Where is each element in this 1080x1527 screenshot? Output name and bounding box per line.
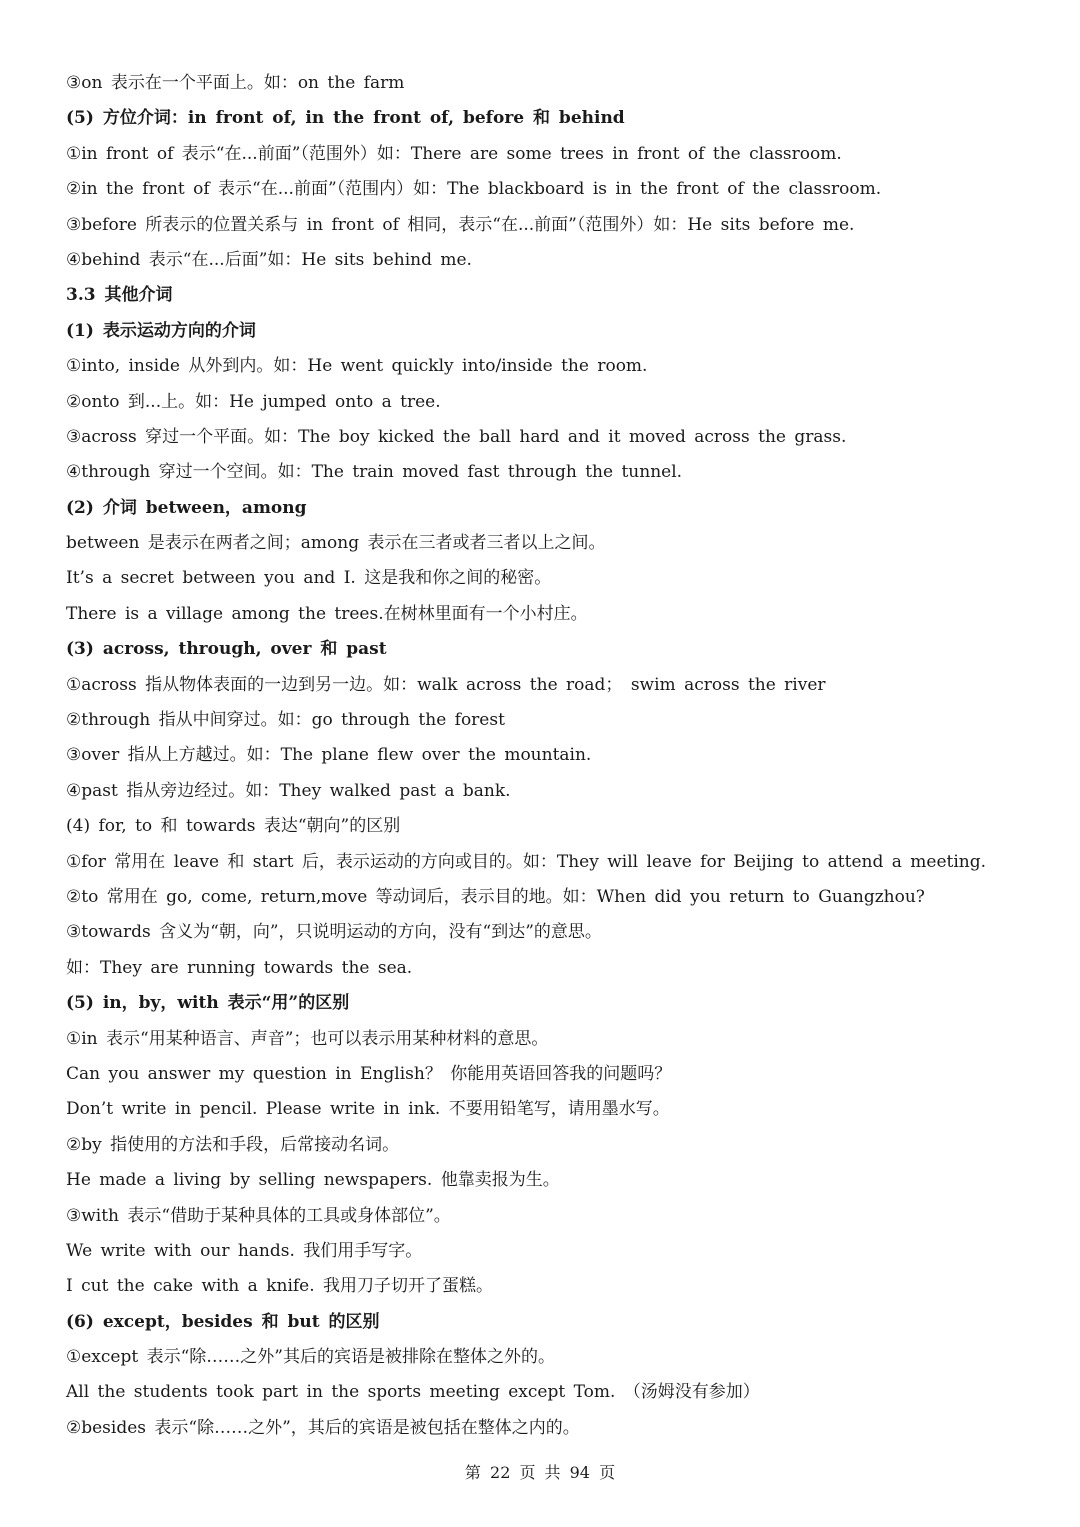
text-line: ①across 指从物体表面的一边到另一边。如：walk across the road； swim across the river [66, 674, 826, 695]
section-heading: (1) 表示运动方向的介词 [66, 320, 256, 341]
text-line: ③before 所表示的位置关系与 in front of 相同，表示“在...前面”（范围外）如：He sits before me. [66, 214, 855, 235]
text-line: ①except 表示“除……之外”其后的宾语是被排除在整体之外的。 [66, 1347, 555, 1368]
text-line: 如：They are running towards the sea. [66, 957, 413, 978]
text-line: ①into, inside 从外到内。如：He went quickly into/inside the room. [66, 356, 648, 377]
text-line: There is a village among the trees.在树林里面有一个小村庄。 [66, 603, 588, 624]
text-line: Can you answer my question in English？ 你能用英语回答我的问题吗？ [66, 1063, 672, 1084]
text-line: ①for 常用在 leave 和 start 后，表示运动的方向或目的。如：They will leave for Beijing to attend a meeting. [66, 851, 987, 872]
text-line: ②onto 到...上。如：He jumped onto a tree. [66, 391, 441, 412]
text-line: ②to 常用在 go, come, return,move 等动词后，表示目的地。如：When did you return to Guangzhou? [66, 886, 925, 907]
text-line: ①in 表示“用某种语言、声音”；也可以表示用某种材料的意思。 [66, 1028, 549, 1049]
section-heading: (5) in，by，with 表示“用”的区别 [66, 993, 350, 1014]
text-line: I cut the cake with a knife. 我用刀子切开了蛋糕。 [66, 1276, 494, 1297]
text-line: ④past 指从旁边经过。如：They walked past a bank. [66, 780, 511, 801]
section-heading: (5) 方位介词：in front of, in the front of, before 和 behind [66, 108, 625, 129]
section-heading: 3.3 其他介词 [66, 285, 173, 306]
text-line: ②through 指从中间穿过。如：go through the forest [66, 710, 505, 731]
document-body [66, 66, 1046, 1446]
text-line: ④through 穿过一个空间。如：The train moved fast through the tunnel. [66, 462, 683, 483]
text-line: It’s a secret between you and I. 这是我和你之间的秘密。 [66, 568, 552, 589]
text-line: ③across 穿过一个平面。如：The boy kicked the ball hard and it moved across the grass. [66, 426, 847, 447]
text-line: ③on 表示在一个平面上。如：on the farm [66, 73, 405, 93]
section-heading: (2) 介词 between，among [66, 497, 307, 518]
text-line: between 是表示在两者之间；among 表示在三者或者三者以上之间。 [66, 533, 606, 554]
section-heading: (3) across, through, over 和 past [66, 639, 387, 660]
text-line: ②in the front of 表示“在...前面”（范围内）如：The blackboard is in the front of the classroom. [66, 179, 882, 200]
text-line: ③with 表示“借助于某种具体的工具或身体部位”。 [66, 1205, 451, 1226]
page-footer [0, 1460, 1080, 1483]
text-line: ②besides 表示“除……之外”，其后的宾语是被包括在整体之内的。 [66, 1417, 580, 1438]
text-line: ④behind 表示“在...后面”如：He sits behind me. [66, 249, 472, 270]
text-line: He made a living by selling newspapers. 他靠卖报为生。 [66, 1170, 560, 1191]
text-line: ③over 指从上方越过。如：The plane flew over the mountain. [66, 745, 592, 766]
text-line: ②by 指使用的方法和手段，后常接动名词。 [66, 1134, 400, 1155]
text-line: ③towards 含义为“朝，向”，只说明运动的方向，没有“到达”的意思。 [66, 922, 602, 943]
page-number-label: 第 22 页 共 94 页 [464, 1463, 616, 1482]
text-line: All the students took part in the sports meeting except Tom. （汤姆没有参加） [66, 1382, 760, 1403]
text-line: (4) for, to 和 towards 表达“朝向”的区别 [66, 816, 401, 837]
text-line: Don’t write in pencil. Please write in ink. 不要用铅笔写，请用墨水写。 [66, 1099, 670, 1120]
text-line: ①in front of 表示“在...前面”（范围外）如：There are some trees in front of the classroom. [66, 143, 842, 164]
text-line: We write with our hands. 我们用手写字。 [66, 1240, 423, 1261]
section-heading: (6) except，besides 和 but 的区别 [66, 1311, 380, 1332]
